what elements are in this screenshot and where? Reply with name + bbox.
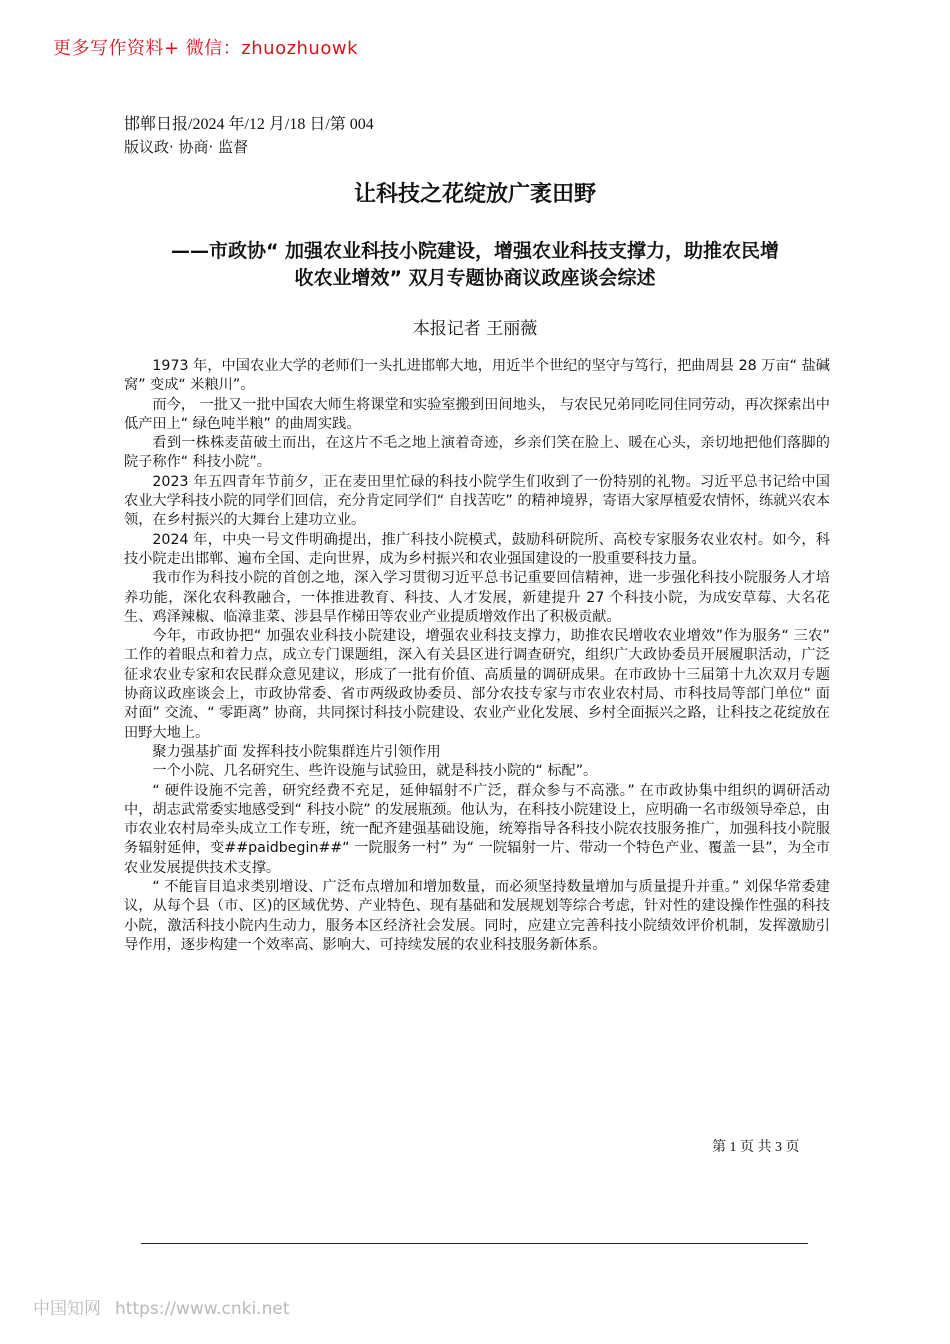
promo-banner: 更多写作资料+ 微信：zhuozhuowk <box>53 38 359 59</box>
section-line: 版议政· 协商· 监督 <box>124 138 249 156</box>
watermark-url: https://www.cnki.net <box>115 1299 290 1319</box>
paragraph: “ 不能盲目追求类别增设、广泛布点增加和增加数量，而必须坚持数量增加与质量提升并重。” 刘保华常委建议，从每个县（市、区)的区域优势、产业特色、现有基础和发展规划等综合考虑，针对性的建设操作性强的科技小院，激活科技小院内生动力，服务本区经济社会发展。同时，应建立完善科技小院绩效评价机制，发挥激励引导作用，逐步构建一个效率高、影响大、可持续发展的农业科技服务新体系。 <box>124 879 830 953</box>
paragraph: 看到一株株麦苗破土而出，在这片不毛之地上演着奇迹，乡亲们笑在脸上、暖在心头，亲切地把他们落脚的院子称作“ 科技小院”。 <box>124 435 830 471</box>
byline: 本报记者 王丽薇 <box>412 319 538 339</box>
paragraph: 2023 年五四青年节前夕，正在麦田里忙碌的科技小院学生们收到了一份特别的礼物。习近平总书记给中国农业大学科技小院的同学们回信，充分肯定同学们“ 自找苦吃” 的精神境界，寄语大家厚植爱农情怀，练就兴农本领，在乡村振兴的大舞台上建功立业。 <box>124 473 830 529</box>
article-subtitle <box>110 238 840 292</box>
section-heading: 聚力强基扩面 发挥科技小院集群连片引领作用 <box>152 743 441 760</box>
article-title: 让科技之花绽放广袤田野 <box>353 182 596 207</box>
source-meta <box>124 114 374 158</box>
footer-divider <box>141 1243 808 1244</box>
paragraph: 一个小院、几名研究生、些许设施与试验田，就是科技小院的“ 标配”。 <box>152 763 598 780</box>
paragraph: 今年，市政协把“ 加强农业科技小院建设，增强农业科技支撑力，助推农民增收农业增效”作为服务“ 三农” 工作的着眼点和着力点，成立专门课题组，深入有关县区进行调查研究，组织广大政协委员开展履职活动，广泛征求农业专家和农民群众意见建议，形成了一批有价值、高质量的调研成果。在市政协十三届第十九次双月专题协商议政座谈会上，市政协常委、省市两级政协委员、部分农技专家与市农业农村局、市科技局等部门单位“ 面对面” 交流、“ 零距离” 协商，共同探讨科技小院建设、农业产业化发展、乡村全面振兴之路，让科技之花绽放在田野大地上。 <box>124 628 830 741</box>
source-line: 邯郸日报/2024 年/12 月/18 日/第 004 <box>124 116 374 133</box>
watermark <box>33 1294 289 1319</box>
page-indicator: 第 1 页 共 3 页 <box>712 1140 800 1155</box>
subtitle-line-2: 收农业增效” 双月专题协商议政座谈会综述 <box>294 267 656 289</box>
paragraph: 1973 年，中国农业大学的老师们一头扎进邯郸大地，用近半个世纪的坚守与笃行，把曲周县 28 万亩“ 盐碱窝” 变成“ 米粮川”。 <box>124 358 830 394</box>
article-body <box>124 357 830 955</box>
watermark-brand: 中国知网 <box>33 1299 101 1319</box>
paragraph: “ 硬件设施不完善，研究经费不充足，延伸辐射不广泛，群众参与不高涨。” 在市政协集中组织的调研活动中，胡志武常委实地感受到“ 科技小院” 的发展瓶颈。他认为，在科技小院建设上，应明确一名市级领导牵总，由市农业农村局牵头成立工作专班，统一配齐建强基础设施，统筹指导各科技小院农技服务推广，加强科技小院服务辐射延伸，变##paidbegin##“ 一院服务一村” 为“ 一院辐射一片、带动一个特色产业、覆盖一县”，为全市农业发展提供技术支撑。 <box>124 782 830 876</box>
paragraph: 而今， 一批又一批中国农大师生将课堂和实验室搬到田间地头， 与农民兄弟同吃同住同劳动，再次探索出中低产田上“ 绿色吨半粮” 的曲周实践。 <box>124 396 830 432</box>
subtitle-line-1: ——市政协“ 加强农业科技小院建设，增强农业科技支撑力，助推农民增 <box>170 240 780 262</box>
paragraph: 我市作为科技小院的首创之地，深入学习贯彻习近平总书记重要回信精神，进一步强化科技小院服务人才培养功能，深化农科教融合，一体推进教育、科技、人才发展，新建提升 27 个科技小院，为成安草莓、大名花生、鸡泽辣椒、临漳韭菜、涉县旱作梯田等农业产业提质增效作出了积极贡献。 <box>124 570 830 625</box>
paragraph: 2024 年，中央一号文件明确提出，推广科技小院模式，鼓励科研院所、高校专家服务农业农村。如今，科技小院走出邯郸、遍布全国、走向世界，成为乡村振兴和农业强国建设的一股重要科技力量。 <box>124 531 830 567</box>
